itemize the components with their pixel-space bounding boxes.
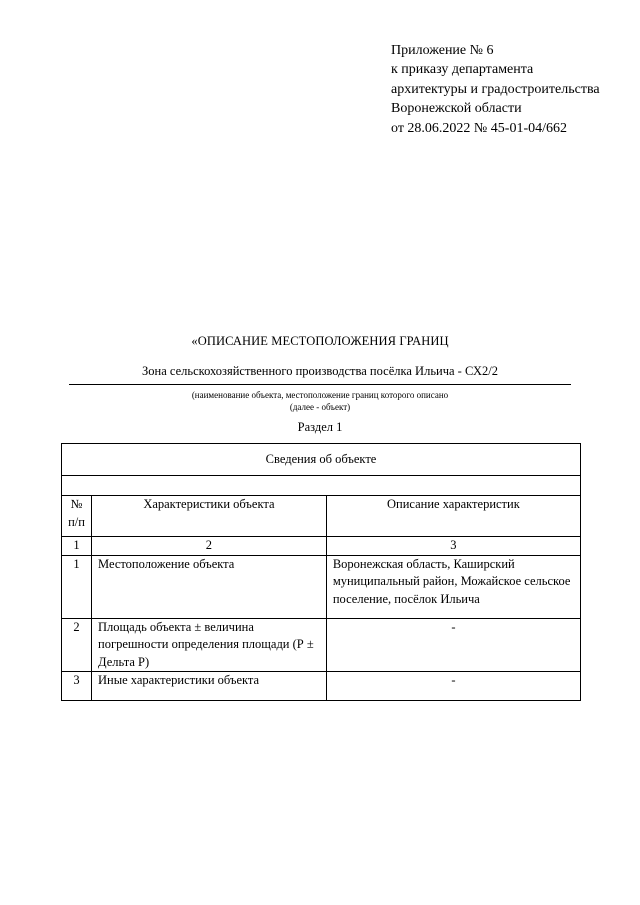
appendix-block — [391, 41, 636, 138]
column-number: 1 — [62, 537, 92, 556]
row-characteristic: Иные характеристики объекта — [92, 672, 327, 701]
column-header-num: № п/п — [62, 496, 92, 537]
table-row — [62, 672, 581, 701]
table-header: Сведения об объекте — [62, 444, 581, 476]
appendix-line: Воронежской области — [391, 101, 522, 117]
row-num: 3 — [62, 672, 92, 701]
caption-line: (наименование объекта, местоположение границ которого описано — [191, 390, 449, 400]
empty-cell — [62, 476, 581, 496]
row-description: - — [326, 618, 580, 672]
underline-rule — [69, 384, 571, 385]
appendix-line: Приложение № 6 — [391, 43, 494, 58]
column-header-characteristics: Характеристики объекта — [92, 496, 327, 537]
table-row — [62, 555, 581, 618]
column-header-row — [62, 496, 581, 537]
object-info-table — [61, 443, 581, 701]
row-num: 1 — [62, 555, 92, 618]
appendix-line: к приказу департамента — [391, 62, 534, 78]
column-number: 2 — [92, 537, 327, 556]
appendix-line: архитектуры и градостроительства — [391, 81, 600, 97]
section-title: Раздел 1 — [297, 420, 343, 434]
row-characteristic: Местоположение объекта — [92, 555, 327, 618]
table-row — [62, 618, 581, 672]
column-number-row — [62, 537, 581, 556]
appendix-line: от 28.06.2022 № 45-01-04/662 — [391, 120, 568, 136]
row-num: 2 — [62, 618, 92, 672]
column-number: 3 — [326, 537, 580, 556]
row-characteristic: Площадь объекта ± величина погрешности определения площади (Р ± Дельта Р) — [92, 618, 327, 672]
caption-line: (далее - объект) — [289, 402, 351, 412]
table-header-row — [62, 444, 581, 476]
document-title: «ОПИСАНИЕ МЕСТОПОЛОЖЕНИЯ ГРАНИЦ — [191, 334, 449, 348]
table-empty-row — [62, 476, 581, 496]
column-header-description: Описание характеристик — [326, 496, 580, 537]
row-description: - — [326, 672, 580, 701]
object-name: Зона сельскохозяйственного производства посёлка Ильича - СХ2/2 — [142, 364, 498, 378]
object-name-caption — [0, 389, 640, 413]
row-description: Воронежская область, Каширский муниципальный район, Можайское сельское поселение, посёлок Ильича — [326, 555, 580, 618]
